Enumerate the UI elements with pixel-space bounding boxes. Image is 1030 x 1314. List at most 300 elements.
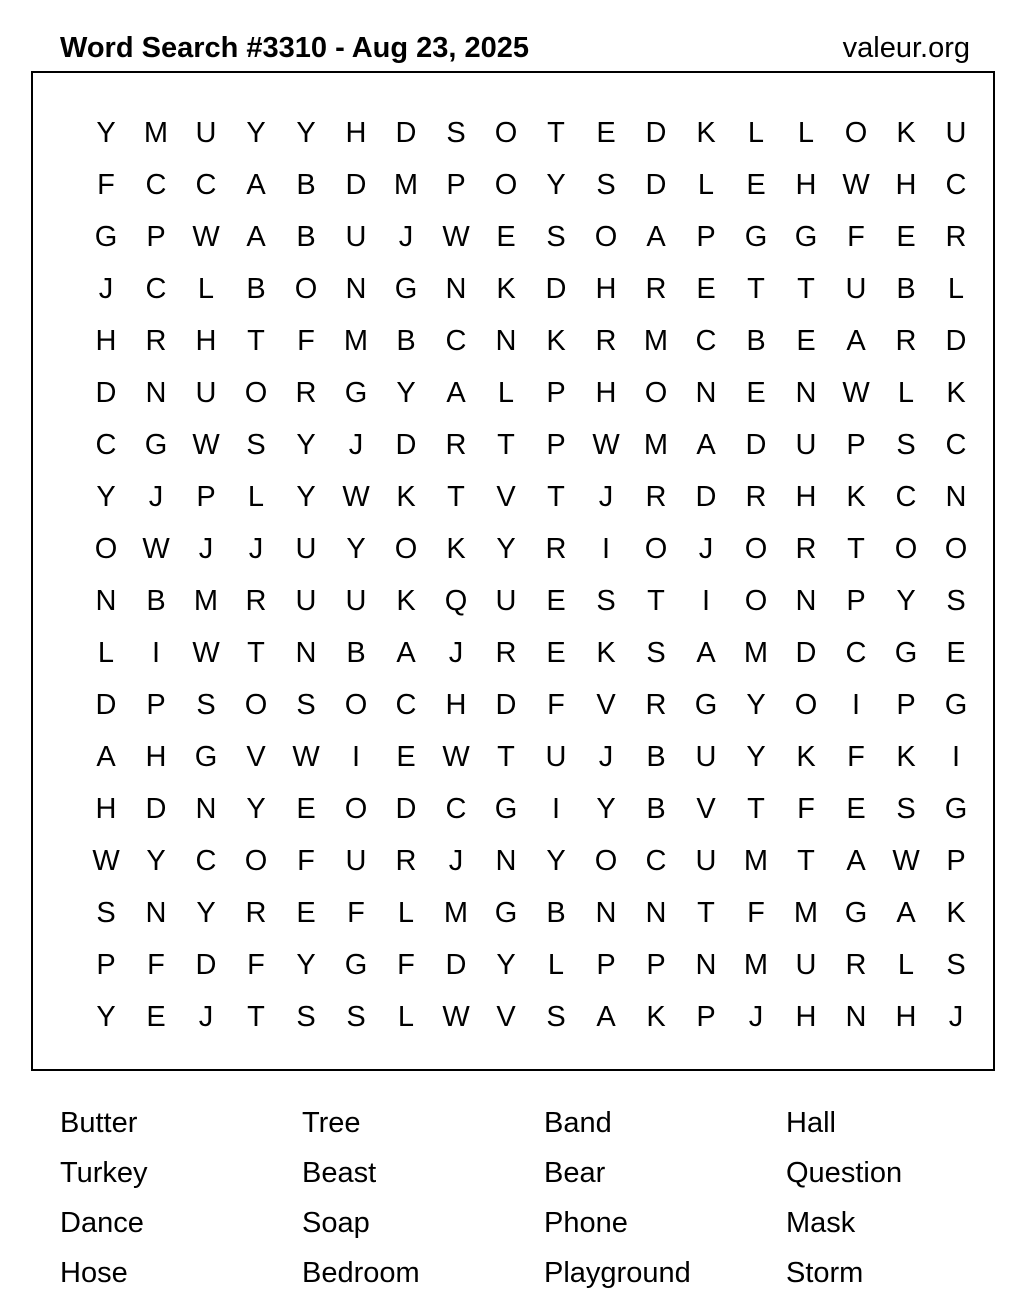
grid-letter[interactable]: N — [445, 272, 467, 305]
grid-letter[interactable]: D — [395, 792, 417, 825]
grid-letter[interactable]: C — [95, 428, 117, 461]
grid-letter[interactable]: N — [595, 896, 617, 929]
grid-letter[interactable]: R — [395, 844, 417, 877]
grid-letter[interactable]: G — [844, 896, 868, 929]
grid-letter[interactable]: G — [894, 636, 918, 669]
grid-letter[interactable]: E — [746, 376, 766, 409]
grid-letter[interactable]: F — [397, 948, 415, 981]
grid-letter[interactable]: P — [96, 948, 116, 981]
grid-letter[interactable]: F — [547, 688, 565, 721]
grid-letter[interactable]: D — [345, 168, 367, 201]
grid-letter[interactable]: A — [696, 428, 716, 461]
grid-letter[interactable]: P — [146, 220, 166, 253]
grid-letter[interactable]: Y — [296, 116, 316, 149]
grid-letter[interactable]: A — [846, 324, 866, 357]
grid-letter[interactable]: Y — [896, 584, 916, 617]
grid-letter[interactable]: W — [442, 220, 470, 253]
grid-letter[interactable]: B — [296, 220, 316, 253]
grid-letter[interactable]: S — [546, 1000, 566, 1033]
grid-letter[interactable]: V — [496, 480, 516, 513]
grid-letter[interactable]: C — [445, 792, 467, 825]
grid-letter[interactable]: H — [595, 376, 617, 409]
grid-letter[interactable]: S — [346, 1000, 366, 1033]
grid-letter[interactable]: H — [95, 324, 117, 357]
grid-letter[interactable]: N — [295, 636, 317, 669]
grid-letter[interactable]: W — [142, 532, 170, 565]
grid-letter[interactable]: G — [344, 948, 368, 981]
grid-letter[interactable]: U — [795, 428, 817, 461]
grid-letter[interactable]: M — [743, 948, 769, 981]
grid-letter[interactable]: A — [246, 220, 266, 253]
grid-letter[interactable]: I — [951, 740, 961, 773]
grid-letter[interactable]: C — [195, 168, 217, 201]
grid-letter[interactable]: K — [396, 584, 416, 617]
grid-letter[interactable]: R — [795, 532, 817, 565]
grid-letter[interactable]: E — [846, 792, 866, 825]
grid-letter[interactable]: P — [446, 168, 466, 201]
grid-letter[interactable]: J — [398, 220, 414, 253]
grid-letter[interactable]: B — [746, 324, 766, 357]
grid-letter[interactable]: L — [247, 480, 265, 513]
grid-letter[interactable]: B — [146, 584, 166, 617]
grid-letter[interactable]: C — [195, 844, 217, 877]
grid-letter[interactable]: Y — [346, 532, 366, 565]
grid-letter[interactable]: E — [796, 324, 816, 357]
grid-letter[interactable]: O — [94, 532, 118, 565]
grid-letter[interactable]: O — [494, 168, 518, 201]
grid-letter[interactable]: P — [896, 688, 916, 721]
grid-letter[interactable]: H — [795, 1000, 817, 1033]
grid-letter[interactable]: G — [944, 792, 968, 825]
grid-letter[interactable]: A — [646, 220, 666, 253]
grid-letter[interactable]: F — [747, 896, 765, 929]
grid-letter[interactable]: L — [947, 272, 965, 305]
grid-letter[interactable]: P — [546, 376, 566, 409]
grid-letter[interactable]: A — [896, 896, 916, 929]
grid-letter[interactable]: K — [696, 116, 716, 149]
grid-letter[interactable]: T — [747, 272, 765, 305]
grid-letter[interactable]: W — [192, 220, 220, 253]
grid-letter[interactable]: R — [645, 688, 667, 721]
grid-letter[interactable]: O — [244, 844, 268, 877]
grid-letter[interactable]: O — [744, 584, 768, 617]
grid-letter[interactable]: F — [97, 168, 115, 201]
grid-letter[interactable]: N — [145, 376, 167, 409]
grid-letter[interactable]: Y — [496, 532, 516, 565]
grid-letter[interactable]: Y — [246, 116, 266, 149]
grid-letter[interactable]: Y — [296, 480, 316, 513]
grid-letter[interactable]: M — [793, 896, 819, 929]
grid-letter[interactable]: A — [596, 1000, 616, 1033]
grid-letter[interactable]: D — [195, 948, 217, 981]
grid-letter[interactable]: W — [842, 376, 870, 409]
grid-letter[interactable]: I — [601, 532, 611, 565]
grid-letter[interactable]: G — [744, 220, 768, 253]
grid-letter[interactable]: J — [448, 636, 464, 669]
grid-letter[interactable]: S — [646, 636, 666, 669]
grid-letter[interactable]: R — [445, 428, 467, 461]
grid-letter[interactable]: U — [345, 584, 367, 617]
grid-letter[interactable]: F — [797, 792, 815, 825]
grid-letter[interactable]: Y — [546, 844, 566, 877]
grid-letter[interactable]: J — [148, 480, 164, 513]
grid-letter[interactable]: Y — [746, 688, 766, 721]
grid-letter[interactable]: O — [344, 792, 368, 825]
grid-letter[interactable]: D — [645, 116, 667, 149]
grid-letter[interactable]: R — [745, 480, 767, 513]
grid-letter[interactable]: F — [297, 844, 315, 877]
grid-letter[interactable]: H — [795, 168, 817, 201]
grid-letter[interactable]: J — [248, 532, 264, 565]
grid-letter[interactable]: J — [698, 532, 714, 565]
grid-letter[interactable]: O — [644, 532, 668, 565]
grid-letter[interactable]: V — [696, 792, 716, 825]
grid-letter[interactable]: G — [494, 792, 518, 825]
grid-letter[interactable]: J — [748, 1000, 764, 1033]
grid-letter[interactable]: U — [345, 844, 367, 877]
grid-letter[interactable]: F — [297, 324, 315, 357]
grid-letter[interactable]: N — [695, 376, 717, 409]
grid-letter[interactable]: J — [198, 532, 214, 565]
grid-letter[interactable]: E — [596, 116, 616, 149]
grid-letter[interactable]: G — [194, 740, 218, 773]
grid-letter[interactable]: O — [244, 376, 268, 409]
grid-letter[interactable]: W — [592, 428, 620, 461]
grid-letter[interactable]: M — [643, 428, 669, 461]
grid-letter[interactable]: R — [595, 324, 617, 357]
grid-letter[interactable]: N — [495, 324, 517, 357]
grid-letter[interactable]: O — [894, 532, 918, 565]
grid-letter[interactable]: H — [345, 116, 367, 149]
grid-letter[interactable]: O — [594, 220, 618, 253]
grid-letter[interactable]: H — [195, 324, 217, 357]
grid-letter[interactable]: I — [701, 584, 711, 617]
grid-letter[interactable]: V — [246, 740, 266, 773]
grid-letter[interactable]: C — [845, 636, 867, 669]
grid-letter[interactable]: D — [745, 428, 767, 461]
grid-letter[interactable]: U — [545, 740, 567, 773]
grid-letter[interactable]: O — [344, 688, 368, 721]
grid-letter[interactable]: O — [594, 844, 618, 877]
grid-letter[interactable]: E — [896, 220, 916, 253]
grid-letter[interactable]: T — [547, 116, 565, 149]
grid-letter[interactable]: S — [596, 584, 616, 617]
grid-letter[interactable]: J — [448, 844, 464, 877]
grid-letter[interactable]: T — [547, 480, 565, 513]
grid-letter[interactable]: M — [393, 168, 419, 201]
grid-letter[interactable]: A — [246, 168, 266, 201]
grid-letter[interactable]: B — [896, 272, 916, 305]
grid-letter[interactable]: P — [846, 428, 866, 461]
grid-letter[interactable]: D — [945, 324, 967, 357]
grid-letter[interactable]: L — [697, 168, 715, 201]
grid-letter[interactable]: U — [695, 740, 717, 773]
grid-letter[interactable]: C — [145, 168, 167, 201]
grid-letter[interactable]: D — [395, 116, 417, 149]
grid-letter[interactable]: S — [546, 220, 566, 253]
grid-letter[interactable]: W — [842, 168, 870, 201]
grid-letter[interactable]: F — [847, 740, 865, 773]
grid-letter[interactable]: D — [495, 688, 517, 721]
grid-letter[interactable]: U — [495, 584, 517, 617]
grid-letter[interactable]: U — [345, 220, 367, 253]
grid-letter[interactable]: S — [946, 948, 966, 981]
grid-letter[interactable]: L — [897, 948, 915, 981]
grid-letter[interactable]: F — [147, 948, 165, 981]
grid-letter[interactable]: Y — [746, 740, 766, 773]
grid-letter[interactable]: R — [945, 220, 967, 253]
grid-letter[interactable]: B — [246, 272, 266, 305]
grid-letter[interactable]: P — [596, 948, 616, 981]
grid-letter[interactable]: E — [396, 740, 416, 773]
grid-letter[interactable]: U — [195, 376, 217, 409]
grid-letter[interactable]: W — [342, 480, 370, 513]
grid-letter[interactable]: W — [292, 740, 320, 773]
grid-letter[interactable]: R — [245, 896, 267, 929]
grid-letter[interactable]: K — [396, 480, 416, 513]
grid-letter[interactable]: J — [198, 1000, 214, 1033]
grid-letter[interactable]: C — [645, 844, 667, 877]
grid-letter[interactable]: N — [945, 480, 967, 513]
grid-letter[interactable]: W — [442, 740, 470, 773]
grid-letter[interactable]: Y — [96, 1000, 116, 1033]
grid-letter[interactable]: S — [296, 1000, 316, 1033]
grid-letter[interactable]: T — [447, 480, 465, 513]
grid-letter[interactable]: G — [944, 688, 968, 721]
grid-letter[interactable]: N — [145, 896, 167, 929]
grid-letter[interactable]: N — [695, 948, 717, 981]
grid-letter[interactable]: J — [948, 1000, 964, 1033]
grid-letter[interactable]: O — [244, 688, 268, 721]
grid-letter[interactable]: N — [845, 1000, 867, 1033]
grid-letter[interactable]: T — [497, 740, 515, 773]
grid-letter[interactable]: E — [146, 1000, 166, 1033]
grid-letter[interactable]: K — [496, 272, 516, 305]
grid-letter[interactable]: E — [546, 584, 566, 617]
grid-letter[interactable]: G — [794, 220, 818, 253]
grid-letter[interactable]: D — [645, 168, 667, 201]
grid-letter[interactable]: O — [394, 532, 418, 565]
grid-letter[interactable]: T — [247, 1000, 265, 1033]
grid-letter[interactable]: T — [747, 792, 765, 825]
grid-letter[interactable]: O — [744, 532, 768, 565]
grid-letter[interactable]: O — [294, 272, 318, 305]
grid-letter[interactable]: F — [847, 220, 865, 253]
grid-letter[interactable]: Q — [444, 584, 468, 617]
grid-letter[interactable]: H — [595, 272, 617, 305]
grid-letter[interactable]: I — [351, 740, 361, 773]
grid-letter[interactable]: G — [144, 428, 168, 461]
grid-letter[interactable]: Y — [96, 480, 116, 513]
grid-letter[interactable]: J — [348, 428, 364, 461]
grid-letter[interactable]: K — [896, 116, 916, 149]
grid-letter[interactable]: Y — [496, 948, 516, 981]
grid-letter[interactable]: H — [895, 1000, 917, 1033]
grid-letter[interactable]: U — [945, 116, 967, 149]
grid-letter[interactable]: M — [643, 324, 669, 357]
grid-letter[interactable]: C — [445, 324, 467, 357]
grid-letter[interactable]: G — [494, 896, 518, 929]
grid-letter[interactable]: N — [645, 896, 667, 929]
grid-letter[interactable]: K — [646, 1000, 666, 1033]
grid-letter[interactable]: B — [646, 792, 666, 825]
grid-letter[interactable]: H — [445, 688, 467, 721]
grid-letter[interactable]: A — [846, 844, 866, 877]
grid-letter[interactable]: N — [795, 376, 817, 409]
grid-letter[interactable]: W — [442, 1000, 470, 1033]
grid-letter[interactable]: T — [247, 636, 265, 669]
grid-letter[interactable]: D — [795, 636, 817, 669]
grid-letter[interactable]: M — [443, 896, 469, 929]
grid-letter[interactable]: B — [546, 896, 566, 929]
grid-letter[interactable]: W — [192, 636, 220, 669]
grid-letter[interactable]: H — [795, 480, 817, 513]
grid-letter[interactable]: R — [245, 584, 267, 617]
grid-letter[interactable]: P — [946, 844, 966, 877]
grid-letter[interactable]: J — [98, 272, 114, 305]
grid-letter[interactable]: E — [296, 792, 316, 825]
grid-letter[interactable]: C — [145, 272, 167, 305]
grid-letter[interactable]: E — [746, 168, 766, 201]
grid-letter[interactable]: H — [95, 792, 117, 825]
grid-letter[interactable]: A — [696, 636, 716, 669]
grid-letter[interactable]: R — [645, 480, 667, 513]
grid-letter[interactable]: Y — [146, 844, 166, 877]
grid-letter[interactable]: T — [797, 844, 815, 877]
grid-letter[interactable]: L — [547, 948, 565, 981]
grid-letter[interactable]: Y — [96, 116, 116, 149]
grid-letter[interactable]: K — [846, 480, 866, 513]
grid-letter[interactable]: N — [495, 844, 517, 877]
grid-letter[interactable]: I — [551, 792, 561, 825]
grid-letter[interactable]: S — [246, 428, 266, 461]
grid-letter[interactable]: R — [295, 376, 317, 409]
grid-letter[interactable]: T — [847, 532, 865, 565]
grid-letter[interactable]: W — [92, 844, 120, 877]
grid-letter[interactable]: I — [851, 688, 861, 721]
grid-letter[interactable]: G — [94, 220, 118, 253]
grid-letter[interactable]: E — [496, 220, 516, 253]
grid-letter[interactable]: E — [296, 896, 316, 929]
grid-letter[interactable]: C — [395, 688, 417, 721]
grid-letter[interactable]: L — [197, 272, 215, 305]
grid-letter[interactable]: D — [95, 688, 117, 721]
grid-letter[interactable]: M — [343, 324, 369, 357]
grid-letter[interactable]: C — [895, 480, 917, 513]
grid-letter[interactable]: Y — [596, 792, 616, 825]
grid-letter[interactable]: R — [845, 948, 867, 981]
grid-letter[interactable]: D — [695, 480, 717, 513]
grid-letter[interactable]: P — [646, 948, 666, 981]
grid-letter[interactable]: K — [946, 896, 966, 929]
grid-letter[interactable]: M — [193, 584, 219, 617]
grid-letter[interactable]: V — [596, 688, 616, 721]
grid-letter[interactable]: W — [192, 428, 220, 461]
grid-letter[interactable]: Y — [546, 168, 566, 201]
grid-letter[interactable]: N — [345, 272, 367, 305]
grid-letter[interactable]: A — [446, 376, 466, 409]
grid-letter[interactable]: S — [896, 792, 916, 825]
grid-letter[interactable]: O — [844, 116, 868, 149]
grid-letter[interactable]: N — [95, 584, 117, 617]
grid-letter[interactable]: C — [945, 168, 967, 201]
grid-letter[interactable]: Y — [196, 896, 216, 929]
grid-letter[interactable]: D — [95, 376, 117, 409]
grid-letter[interactable]: R — [545, 532, 567, 565]
grid-letter[interactable]: E — [696, 272, 716, 305]
grid-letter[interactable]: L — [97, 636, 115, 669]
grid-letter[interactable]: P — [546, 428, 566, 461]
grid-letter[interactable]: E — [546, 636, 566, 669]
grid-letter[interactable]: S — [596, 168, 616, 201]
grid-letter[interactable]: L — [797, 116, 815, 149]
grid-letter[interactable]: E — [946, 636, 966, 669]
grid-letter[interactable]: U — [295, 584, 317, 617]
grid-letter[interactable]: P — [146, 688, 166, 721]
grid-letter[interactable]: O — [494, 116, 518, 149]
grid-letter[interactable]: H — [895, 168, 917, 201]
grid-letter[interactable]: S — [196, 688, 216, 721]
grid-letter[interactable]: D — [395, 428, 417, 461]
grid-letter[interactable]: B — [396, 324, 416, 357]
grid-letter[interactable]: Y — [296, 948, 316, 981]
grid-letter[interactable]: P — [196, 480, 216, 513]
grid-letter[interactable]: Y — [296, 428, 316, 461]
grid-letter[interactable]: P — [846, 584, 866, 617]
grid-letter[interactable]: S — [446, 116, 466, 149]
grid-letter[interactable]: U — [795, 948, 817, 981]
grid-letter[interactable]: K — [896, 740, 916, 773]
grid-letter[interactable]: D — [445, 948, 467, 981]
grid-letter[interactable]: K — [546, 324, 566, 357]
grid-letter[interactable]: U — [295, 532, 317, 565]
grid-letter[interactable]: U — [695, 844, 717, 877]
grid-letter[interactable]: P — [696, 220, 716, 253]
grid-letter[interactable]: R — [895, 324, 917, 357]
grid-letter[interactable]: G — [694, 688, 718, 721]
grid-letter[interactable]: C — [695, 324, 717, 357]
grid-letter[interactable]: D — [145, 792, 167, 825]
grid-letter[interactable]: L — [897, 376, 915, 409]
grid-letter[interactable]: W — [892, 844, 920, 877]
grid-letter[interactable]: Y — [246, 792, 266, 825]
grid-letter[interactable]: A — [396, 636, 416, 669]
grid-letter[interactable]: Y — [396, 376, 416, 409]
grid-letter[interactable]: K — [446, 532, 466, 565]
grid-letter[interactable]: O — [794, 688, 818, 721]
grid-letter[interactable]: U — [195, 116, 217, 149]
grid-letter[interactable]: A — [96, 740, 116, 773]
grid-letter[interactable]: L — [397, 1000, 415, 1033]
grid-letter[interactable]: F — [247, 948, 265, 981]
grid-letter[interactable]: S — [896, 428, 916, 461]
grid-letter[interactable]: B — [646, 740, 666, 773]
grid-letter[interactable]: S — [96, 896, 116, 929]
grid-letter[interactable]: B — [346, 636, 366, 669]
grid-letter[interactable]: V — [496, 1000, 516, 1033]
grid-letter[interactable]: S — [296, 688, 316, 721]
grid-letter[interactable]: J — [598, 480, 614, 513]
grid-letter[interactable]: F — [347, 896, 365, 929]
grid-letter[interactable]: T — [697, 896, 715, 929]
grid-letter[interactable]: R — [645, 272, 667, 305]
grid-letter[interactable]: I — [151, 636, 161, 669]
grid-letter[interactable]: H — [145, 740, 167, 773]
grid-letter[interactable]: R — [495, 636, 517, 669]
grid-letter[interactable]: C — [945, 428, 967, 461]
grid-letter[interactable]: O — [944, 532, 968, 565]
grid-letter[interactable]: K — [946, 376, 966, 409]
